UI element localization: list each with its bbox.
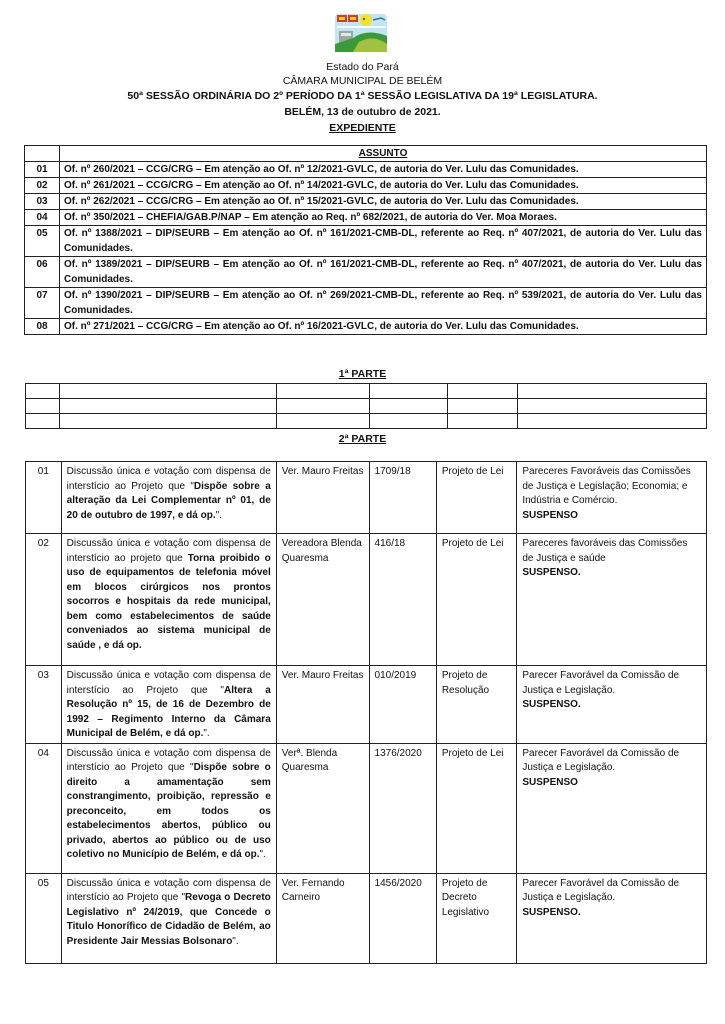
table-row (25, 162, 707, 178)
status-badge: SUSPENSO. (522, 906, 581, 918)
status-text: Parecer Favorável da Comissão de Justiça e Legislação. (522, 877, 680, 903)
empty-cell (370, 384, 448, 399)
table-row (25, 210, 707, 226)
desc-tail: ". (232, 935, 239, 947)
empty-cell (26, 384, 60, 399)
desc-tail: ". (259, 849, 266, 860)
table-row (26, 534, 707, 666)
row-author: Vereadora Blenda Quaresma (276, 534, 369, 666)
empty-cell (448, 384, 518, 399)
belem-coat-of-arms-icon (333, 12, 389, 54)
row-number: 04 (25, 210, 60, 226)
section-parte1-title: 1ª PARTE (338, 368, 387, 380)
session-title: 50ª SESSÃO ORDINÁRIA DO 2º PERÍODO DA 1ª SESSÃO LEGISLATIVA DA 19ª LEGISLATURA. (127, 90, 598, 102)
empty-cell (518, 384, 707, 399)
row-process: 1376/2020 (369, 743, 436, 873)
empty-cell (518, 414, 707, 429)
empty-cell (60, 384, 277, 399)
row-number: 03 (25, 194, 60, 210)
status-text: Parecer Favorável da Comissão de Justiça e Legislação. (522, 747, 680, 773)
empty-cell (370, 414, 448, 429)
row-type: Projeto de Decreto Legislativo (436, 873, 517, 963)
empty-cell (518, 399, 707, 414)
row-subject: Of. nº 261/2021 – CCG/CRG – Em atenção ao Of. nº 14/2021-GVLC, de autoria do Ver. Lulu das Comunidades. (60, 178, 707, 194)
row-process: 1456/2020 (369, 873, 436, 963)
row-type: Projeto de Resolução (436, 666, 517, 744)
desc-bold: Revoga o Decreto Legislativo nº 24/2019, que Concede o Titulo Honorífico de Cidadão de Belém, ao Presidente Jair Messias Bolsonaro (66, 892, 271, 947)
status-text: Parecer Favorável da Comissão de Justiça e Legislação. (522, 670, 680, 696)
desc-plain: Discussão única e votação com dispensa de interstício ao Projeto que " (66, 877, 271, 903)
empty-cell (26, 399, 60, 414)
row-description (61, 666, 276, 744)
table-row (25, 226, 707, 257)
section-parte2-title: 2ª PARTE (338, 433, 387, 445)
header-assunto: ASSUNTO (60, 146, 707, 162)
table-row (26, 414, 707, 429)
empty-cell (448, 399, 518, 414)
empty-cell (26, 414, 60, 429)
empty-cell (60, 399, 277, 414)
row-number: 07 (25, 288, 60, 319)
row-subject: Of. nº 1389/2021 – DIP/SEURB – Em atenção ao Of. nº 161/2021-CMB-DL, referente ao Req. nº 407/2021, de autoria do Ver. Lulu das Comunidades. (60, 257, 707, 288)
row-number: 02 (25, 178, 60, 194)
parte1-table (25, 383, 707, 429)
row-status (517, 743, 707, 873)
desc-bold: Dispõe sobre o direito a amamentação sem constrangimento, proibição, repressão e preconceito, em todos os estabelecimentos abertos, público ou privado, abertos ao público ou de uso coletivo no Município de Belém, e dá op. (66, 762, 271, 860)
table-row (26, 743, 707, 873)
table-row (26, 399, 707, 414)
status-text: Pareceres favoráveis das Comissões de Justiça e saúde (522, 538, 688, 564)
empty-cell (277, 399, 370, 414)
status-badge: SUSPENSO. (522, 567, 581, 578)
row-description (61, 534, 276, 666)
row-subject: Of. nº 350/2021 – CHEFIA/GAB.P/NAP – Em atenção ao Req. nº 682/2021, de autoria do Ver. Moa Moraes. (60, 210, 707, 226)
row-status (517, 462, 707, 534)
row-subject: Of. nº 271/2021 – CCG/CRG – Em atenção ao Of. nº 16/2021-GVLC, de autoria do Ver. Lulu das Comunidades. (60, 319, 707, 335)
row-status (517, 534, 707, 666)
table-row (25, 288, 707, 319)
row-number: 02 (26, 534, 62, 666)
row-description (61, 873, 276, 963)
desc-plain: Discussão única e votação com dispensa de interstício ao projeto que (66, 538, 271, 564)
empty-cell (277, 414, 370, 429)
empty-cell (277, 384, 370, 399)
row-number: 03 (26, 666, 62, 744)
row-author: Verª. Blenda Quaresma (276, 743, 369, 873)
row-process: 416/18 (369, 534, 436, 666)
row-number: 01 (26, 462, 62, 534)
state-name: Estado do Pará (326, 61, 399, 73)
table-header-row (25, 146, 707, 162)
desc-bold: Altera a Resolução nº 15, de 16 de Dezembro de 1992 – Regimento Interno da Câmara Municipal de Belém, e dá op. (66, 684, 271, 739)
section-expediente-title: EXPEDIENTE (329, 122, 396, 134)
table-row (26, 666, 707, 744)
table-row (26, 384, 707, 399)
session-date: BELÉM, 13 de outubro de 2021. (284, 106, 441, 118)
status-badge: SUSPENSO (522, 776, 578, 788)
table-row (26, 462, 707, 534)
row-subject: Of. nº 262/2021 – CCG/CRG – Em atenção ao Of. nº 15/2021-GVLC, de autoria do Ver. Lulu das Comunidades. (60, 194, 707, 210)
row-status (517, 666, 707, 744)
row-subject: Of. nº 1390/2021 – DIP/SEURB – Em atenção ao Of. nº 269/2021-CMB-DL, referente ao Req. nº 539/2021, de autoria do Ver. Lulu das Comunidades. (60, 288, 707, 319)
status-badge: SUSPENSO (522, 509, 578, 521)
table-row (25, 257, 707, 288)
parte2-table (25, 461, 707, 964)
table-row (25, 194, 707, 210)
row-author: Ver. Mauro Freitas (276, 462, 369, 534)
row-description (61, 743, 276, 873)
desc-plain: Discussão única e votação com dispensa de interstício ao Projeto que " (66, 670, 271, 696)
row-status (517, 873, 707, 963)
row-process: 1709/18 (369, 462, 436, 534)
status-badge: SUSPENSO. (522, 699, 581, 710)
row-number: 08 (25, 319, 60, 335)
empty-cell (448, 414, 518, 429)
row-number: 04 (26, 743, 62, 873)
desc-tail: ". (215, 509, 222, 521)
row-subject: Of. nº 1388/2021 – DIP/SEURB – Em atenção ao Of. nº 161/2021-CMB-DL, referente ao Req. nº 407/2021, de autoria do Ver. Lulu das Comunidades. (60, 226, 707, 257)
table-row (25, 319, 707, 335)
desc-plain: Discussão única e votação com dispensa de interstício ao Projeto que " (66, 747, 271, 773)
row-number: 05 (26, 873, 62, 963)
row-subject: Of. nº 260/2021 – CCG/CRG – Em atenção ao Of. nº 12/2021-GVLC, de autoria do Ver. Lulu das Comunidades. (60, 162, 707, 178)
desc-plain: Discussão única e votação com dispensa de interstício ao Projeto que " (66, 466, 271, 492)
expediente-table (24, 145, 707, 335)
row-number: 06 (25, 257, 60, 288)
desc-bold: Torna proibido o uso de equipamentos de telefonia móvel em blocos cirúrgicos nos prontos socorros e hospitais da rede municipal, bem como estabelecimentos de saúde conveniados ao sistema municipal de saúde , e dá op. (66, 552, 271, 651)
empty-cell (370, 399, 448, 414)
row-type: Projeto de Lei (436, 462, 517, 534)
row-number: 01 (25, 162, 60, 178)
row-type: Projeto de Lei (436, 743, 517, 873)
row-author: Ver. Mauro Freitas (276, 666, 369, 744)
header-num-cell (25, 146, 60, 162)
row-description (61, 462, 276, 534)
row-process: 010/2019 (369, 666, 436, 744)
status-text: Pareceres Favoráveis das Comissões de Justiça e Legislação; Economia; e Indústria e Comércio. (522, 466, 691, 506)
chamber-name: CÂMARA MUNICIPAL DE BELÉM (282, 75, 443, 87)
empty-cell (60, 414, 277, 429)
row-number: 05 (25, 226, 60, 257)
row-type: Projeto de Lei (436, 534, 517, 666)
table-row (25, 178, 707, 194)
desc-bold: Dispõe sobre a alteração da Lei Complementar nº 01, de 20 de outubro de 1997, e dá op. (66, 480, 271, 521)
table-row (26, 873, 707, 963)
desc-tail: ". (203, 728, 210, 739)
row-author: Ver. Fernando Carneiro (276, 873, 369, 963)
